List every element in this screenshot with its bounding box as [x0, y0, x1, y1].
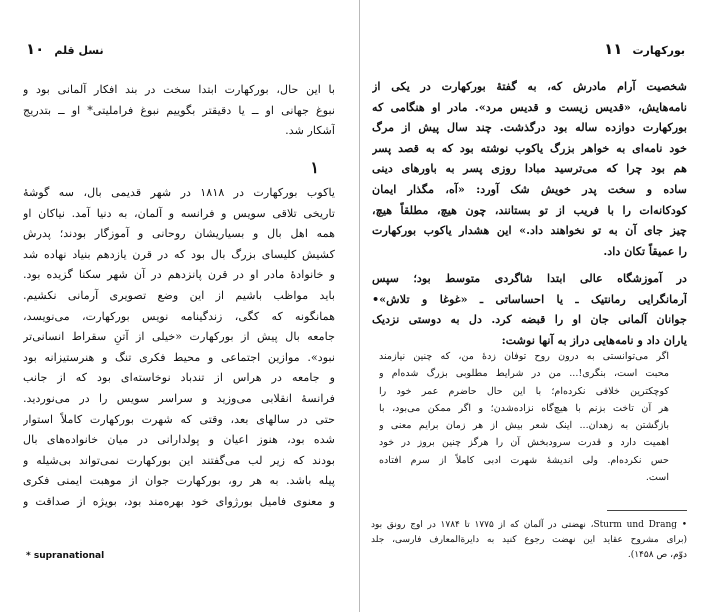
text-line: فرانسهٔ انقلابی می‌وزید و سراسر سویس را در می‌نوردید.	[23, 391, 335, 405]
left-page-header	[26, 40, 104, 58]
footnote-line: دوّم، ص ۱۴۵۸).	[627, 550, 687, 560]
quote-line: بازگشتن به زهدان... اینک شعر بیش از هر زمان برایم معنی و	[379, 420, 669, 432]
right-footnote	[371, 518, 687, 563]
left-running-title: نسل قلم	[54, 44, 104, 57]
left-page	[0, 0, 359, 612]
quote-line: اهمیت دارد و قدرت سرودبخش آن را هرگز چنین بروز در خود	[379, 437, 669, 449]
text-line: آشکار شد.	[285, 124, 335, 138]
text-line: بودند که زیر لب می‌گفتند این بورکهارت نمی‌تواند بی‌شیله و	[23, 453, 335, 467]
text-line: جامعه بال پیش از بورکهارت «خیلی از آتنِ سقراط انسانی‌تر	[23, 330, 335, 344]
text-line: و جامعه در هراس از تندباد نوخاسته‌ای بود که از جانب	[23, 371, 335, 385]
text-line: ساده و سخت پدر خویش شک آورد: «آه، مگذار ایمان	[372, 181, 687, 196]
left-page-number: ١٠	[26, 40, 45, 58]
right-paragraph-1	[372, 76, 687, 261]
footnote-line: • Sturm und Drang، نهضتی در آلمان که از ۱۷۷۵ تا ۱۷۸۴ در اوج رونق بود	[371, 520, 687, 530]
text-line: را عمیقاً تکان داد.	[603, 243, 687, 258]
quote-line: هر آن تاخت بزنم با هیچ‌گاه نزاده‌شدن؛ و اگر ممکن می‌بود، با	[379, 402, 669, 414]
text-line: همه اهل بال و بسیاریشان روحانی و آموزگار بودند؛ پدرش	[23, 227, 335, 241]
block-quote	[379, 348, 669, 486]
text-line: و معنوی فامیل بورژوای خود بهره‌مند بود، بویژه از صداقت و	[23, 494, 335, 508]
text-line: تاریخی تلاقی سویس و فرانسه و آلمان، به دنیا آمد. نیاکان او	[23, 206, 335, 220]
right-running-title: بورکهارت	[632, 44, 685, 57]
text-line: در آموزشگاه عالی ابتدا شاگردی متوسط بود؛ سپس	[372, 271, 687, 285]
text-line: باید مواظب باشیم از این وضع تصویری آرمانی نکشیم.	[23, 288, 335, 302]
left-intro-paragraph	[23, 80, 335, 142]
right-page	[360, 0, 723, 612]
right-page-header	[604, 40, 685, 58]
text-line: پیله باشد. به هر رو، بورکهارت جوان از موهبت ایمنی فکری	[23, 474, 335, 488]
right-paragraph-2	[372, 268, 687, 350]
left-footnote: * supranational	[26, 551, 105, 561]
right-page-number: ١١	[604, 40, 623, 58]
section-number: ١	[310, 158, 319, 177]
quote-line: حس نکرده‌ام. ولی اندیشهٔ شهرت ادبی کاملاً از سرم افتاده	[379, 454, 669, 466]
text-line: کودکانه‌ات را با فریب از تو بستانند، چون هیچ، مطلقاً هیچ،	[372, 202, 687, 217]
text-line: با این حال، بورکهارت ابتدا سخت در بند افکار آلمانی بود و	[23, 83, 335, 96]
text-line: و خانوادهٔ مادر او در قرن پانزدهم در آن شهر سکنا گزیده بود.	[23, 268, 335, 282]
quote-line: محبت است، بنگری!... من در شرایط مطلوبی بزرگ شده‌ام و	[379, 368, 669, 380]
text-line: خود نامه‌ای به خواهر بزرگ یاکوب نوشته بود که به قصد پسر	[372, 140, 687, 155]
text-line: کشیش کلیسای بزرگ بال بود که در قرن یازدهم بنیاد نهاده شد	[23, 247, 335, 261]
text-line: نامه‌هایش، «قدیس زیست و قدیس مرد». مادر او هنگامی که	[372, 99, 687, 114]
quote-line: اگر می‌توانستی به درون روح توفان زدهٔ من، که چنین نیازمند	[379, 351, 669, 362]
text-line: همانگونه که کگی، زندگینامه نویس بورکهارت، می‌نویسد،	[23, 309, 335, 323]
footnote-line: (برای مشروح عقاید این نهضت رجوع کنید به دایرة‌المعارف فارسی، جلد	[371, 535, 687, 545]
text-line: شخصیت آرام مادرش که، به گفتهٔ بورکهارت در یکی از	[372, 79, 687, 93]
text-line: نبوغ جهانی او ــ یا دقیقتر بگوییم نبوغ فراملیتی* او ــ بتدریج	[23, 103, 335, 117]
quote-line: است.	[645, 472, 669, 484]
text-line: چیز جای آن به تو نخواهند داد.» این هشدار یاکوب بورکهارت	[372, 223, 687, 238]
text-line: جوانان آلمانی جان او را قبضه کرد. دل به دوستی نزدیک	[372, 312, 687, 327]
text-line: نبود». موازین اجتماعی و محیط فکری تنگ و هنرستیزانه بود	[23, 350, 335, 364]
text-line: شده بود، هنوز اعیان و پولدارانی در میان خانواده‌های بال	[23, 433, 335, 447]
text-line: بورکهارت دوازده ساله بود درگذشت. چند سال پیش از مرگ	[372, 120, 687, 135]
left-main-paragraph	[23, 183, 335, 513]
text-line: هم بود چرا که می‌ترسید مبادا روزی پسر به باورهای دینی	[372, 161, 687, 176]
footnote-divider	[607, 510, 687, 511]
text-line: یاکوب بورکهارت در ۱۸۱۸ در شهر قدیمی بال، سه گوشهٔ	[23, 186, 335, 199]
text-line: آرمانگرایی رمانتیک ـ یا احساساتی ـ «غوغا و تلاش»•	[372, 291, 687, 306]
text-line: یاران داد و نامه‌هایی دراز به آنها نوشت:	[501, 332, 687, 347]
quote-line: کوچکترین خلافی نکرده‌ام؛ با این حال حاضرم عمر خود را	[379, 385, 669, 397]
text-line: حتی در سالهای بعد، وقتی که شهرت بورکهارت کاملاً استوار	[23, 412, 335, 426]
